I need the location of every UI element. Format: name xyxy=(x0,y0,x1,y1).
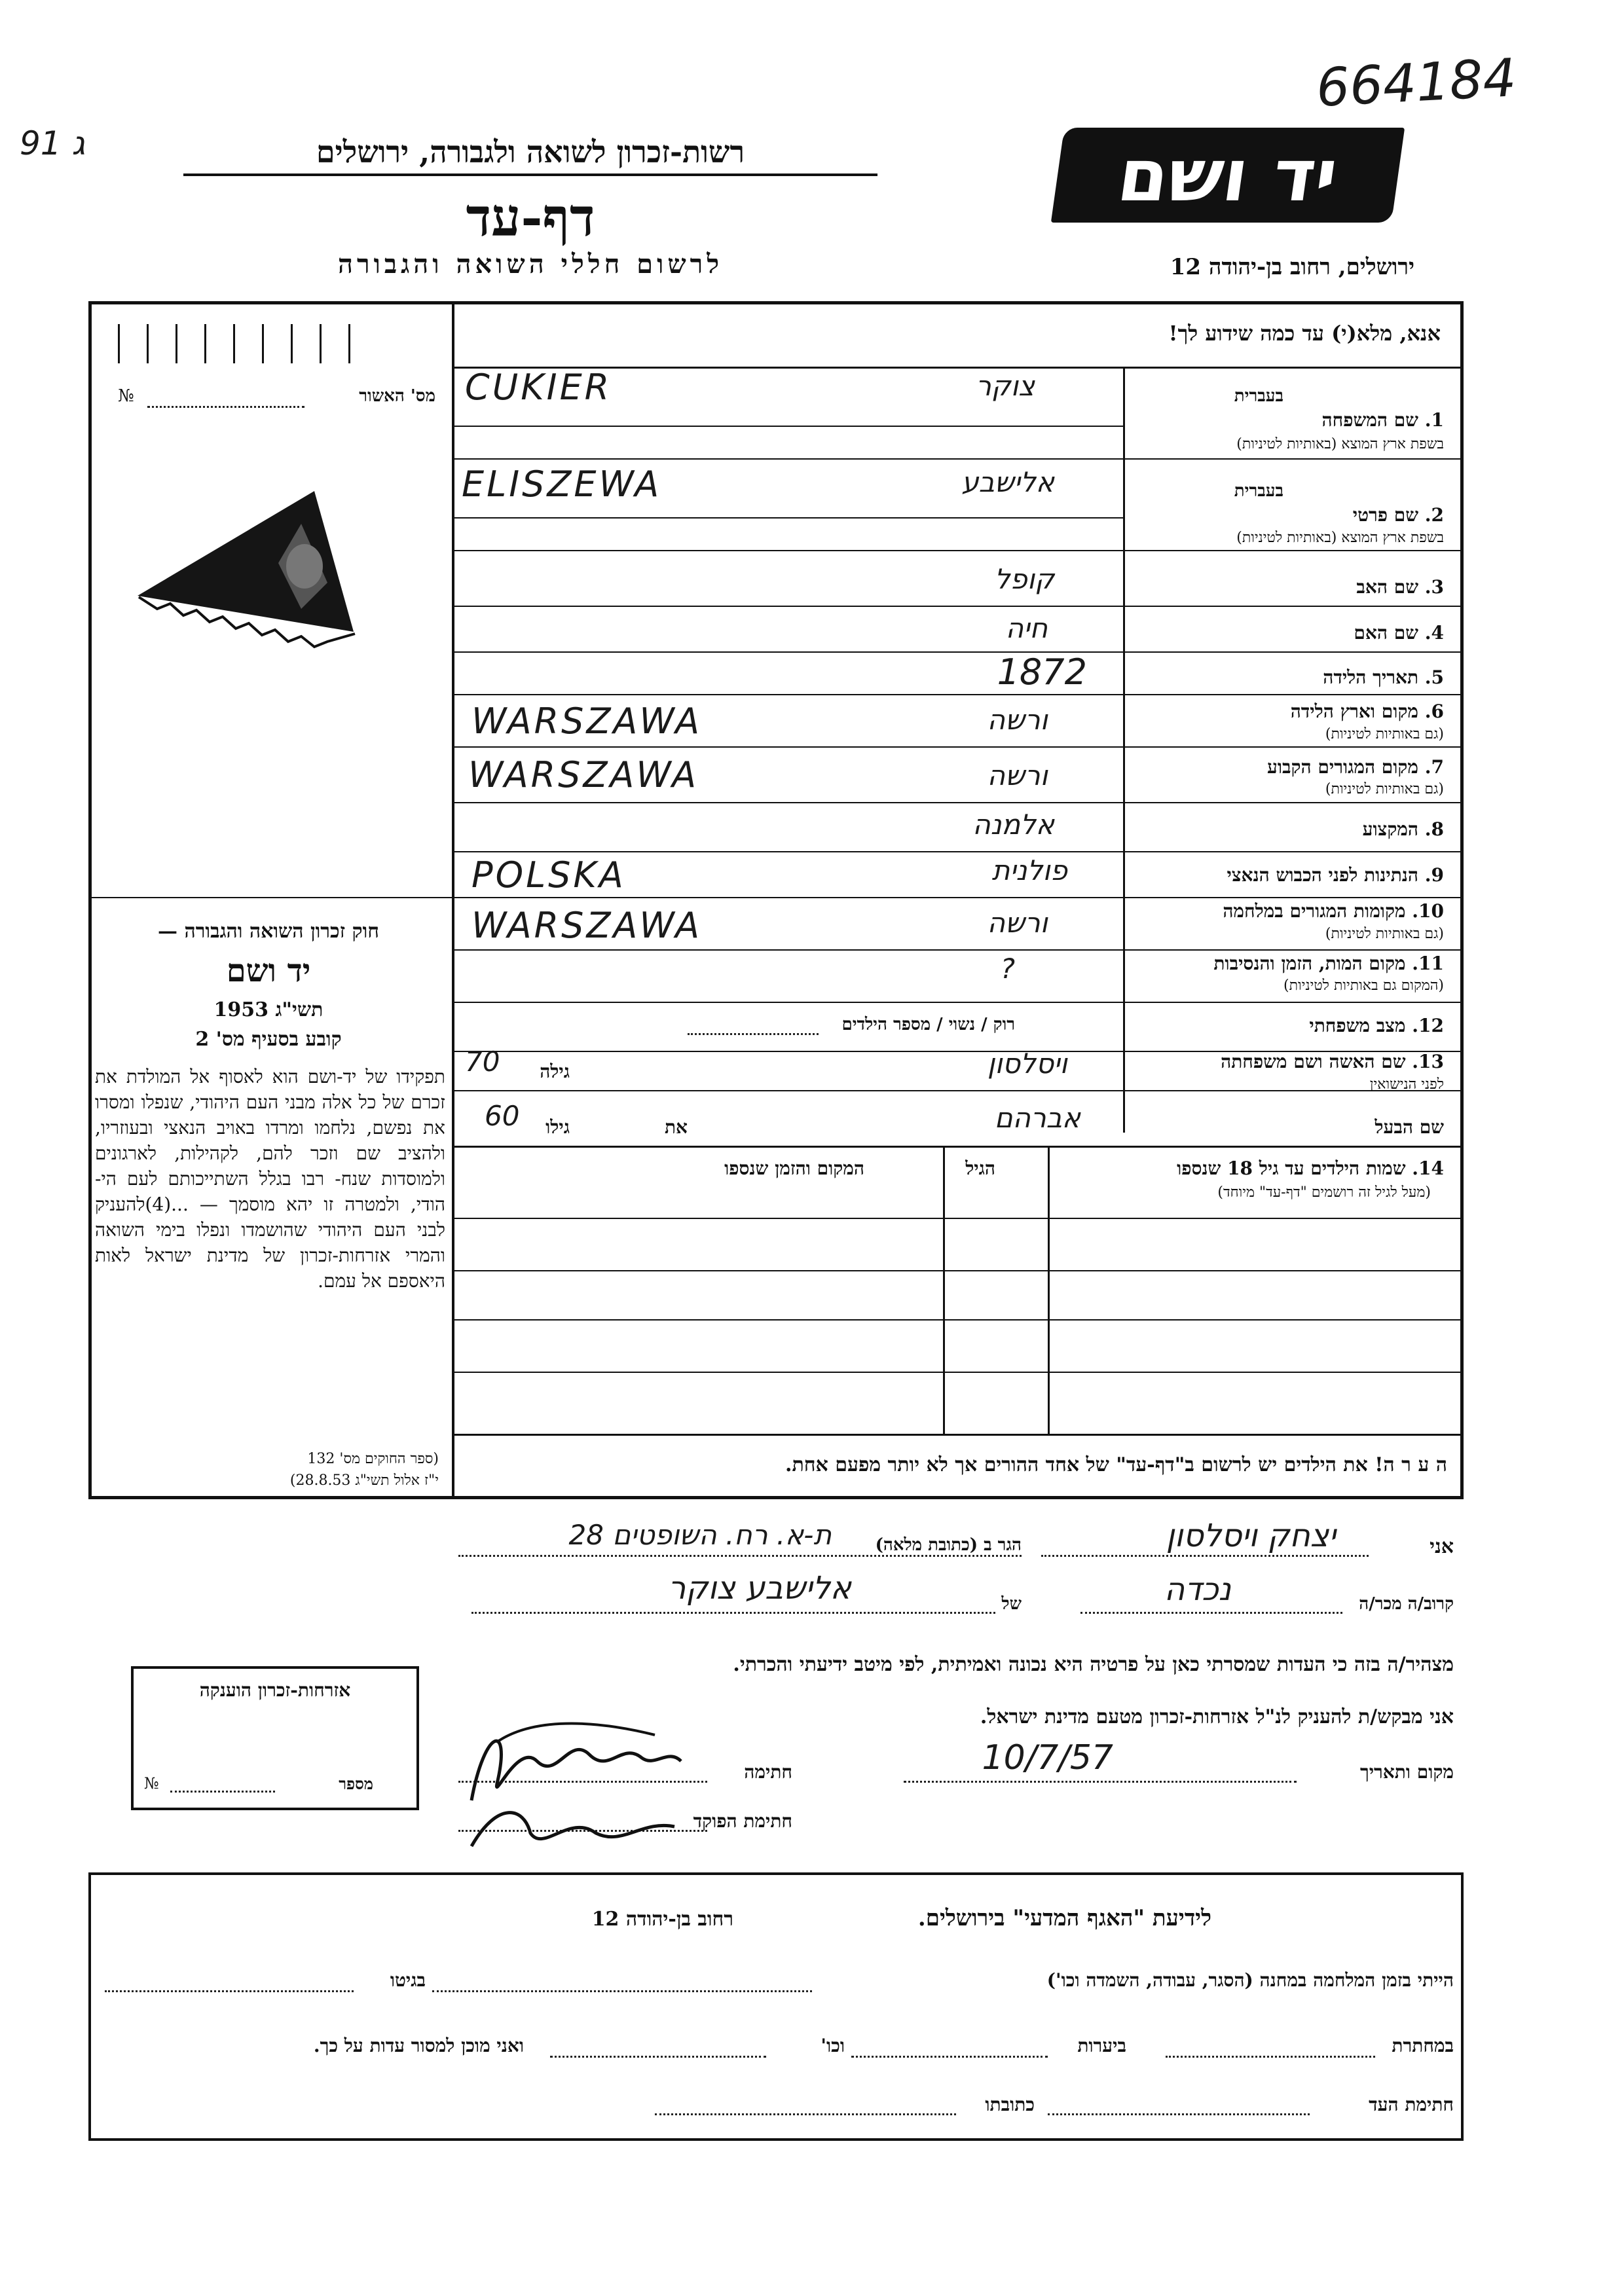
witness-name-value[interactable]: יצחק ויסלסון xyxy=(1166,1518,1336,1554)
footer-testimony-text: ואני מוכן למסור עדות על כך. xyxy=(313,2035,524,2056)
field-1-hebrew-value[interactable]: צוקר xyxy=(976,370,1035,402)
footer-witness-signature-field[interactable] xyxy=(1048,2113,1310,2115)
husband-label: שם הבעל xyxy=(1375,1116,1444,1138)
officer-signature-label: חתימת הפוקד xyxy=(693,1810,792,1832)
footer-ghetto-label: בגיטו xyxy=(390,1969,426,1991)
law-year: תשי"ג 1953 xyxy=(213,998,323,1021)
field-11-note: (המקום גם באותיות לטיניות) xyxy=(1283,977,1444,994)
husband-value[interactable]: אברהם xyxy=(994,1102,1080,1134)
footer-address-field[interactable] xyxy=(655,2113,956,2115)
field-6-label: 6. מקום וארץ הלידה xyxy=(1290,701,1444,722)
approval-number-field[interactable] xyxy=(147,406,304,408)
decl-relative-label: קרוב/ה מכר/ה xyxy=(1359,1594,1454,1614)
field-6-note: (גם באותיות לטיניות) xyxy=(1325,726,1444,742)
footer-forests-field[interactable] xyxy=(851,2056,1048,2058)
law-text: תפקידו של יד-ושם הוא לאסוף אל המולדת את זכרם של כל אלה מבני העם היהודי, שנפלו ומסרו את נפשם, נלחמו ומרדו באויב הנאצי ובעוזריו, ולהציב שם וזכר להם, לקהילות, לארגונים ולמוסדות שנח- רבו בגלל השתייכותם לעם הי- הודי, ולמטרה זו יהא מוסמך — ...(4)להעניק לבני העם היהודי שהושמדו ונפלו בימי השואה והמרי אזרחות-זכרון של מדינת ישראל לאות היאספם אל עמם. xyxy=(95,1066,445,1292)
field-3-value[interactable]: קופל xyxy=(994,563,1054,595)
decl-request: אני מבקש/ת להעניק לנ"ל אזרחות-זכרון מטעם מדינת ישראל. xyxy=(980,1705,1454,1728)
field-10-hebrew-value[interactable]: ורשה xyxy=(987,907,1048,939)
footer-witness-signature-label: חתימת העד xyxy=(1369,2094,1454,2115)
field-12-options: רוק / נשוי / מספר הילדים xyxy=(841,1015,1015,1034)
husband-at-label: את xyxy=(664,1116,688,1138)
field-6-hebrew-value[interactable]: ורשה xyxy=(987,704,1048,736)
field-1-note: בשפת ארץ המוצא (באותיות לטיניות) xyxy=(1236,436,1444,452)
field-11-value[interactable]: ? xyxy=(1000,953,1015,985)
yad-vashem-logo xyxy=(1051,128,1405,223)
field-9-label: 9. הנתינות לפני הכבוש הנאצי xyxy=(1227,864,1444,886)
field-8-label: 8. המקצוע xyxy=(1362,818,1444,840)
field-1-tag: בעברית xyxy=(1234,386,1283,406)
witness-address-value[interactable]: ת-א. רח. השופטים 28 xyxy=(568,1519,832,1551)
footer-camp-field[interactable] xyxy=(432,1990,812,1992)
victim-photo xyxy=(131,484,380,681)
husband-age-label: גילו xyxy=(545,1116,570,1138)
witness-name-line xyxy=(1041,1555,1369,1557)
children-count-field[interactable] xyxy=(688,1033,819,1035)
footer-etc-field[interactable] xyxy=(550,2056,766,2058)
field-9-hebrew-value[interactable]: פולנית xyxy=(991,854,1067,886)
footer-address-label: כתובתו xyxy=(985,2094,1035,2115)
field-7-note: (גם באותיות לטיניות) xyxy=(1325,781,1444,797)
field-10-label: 10. מקומות המגורים במלחמה xyxy=(1223,900,1444,922)
place-date-label: מקום ותאריך xyxy=(1359,1761,1454,1783)
decl-ani: אני xyxy=(1430,1535,1454,1558)
children-remark: ה ע ר ה! את הילדים יש לרשום ב"דף-עד" של אחד ההורים אך לא יותר מפעם אחת. xyxy=(785,1453,1447,1476)
footer-address: רחוב בן-יהודה 12 xyxy=(591,1908,733,1931)
footer-frame xyxy=(88,1872,1464,2141)
approval-no-label: № xyxy=(118,386,134,406)
field-13-wife-value[interactable]: ויסלסון xyxy=(987,1048,1067,1080)
corner-mark: ג 91 xyxy=(20,124,86,162)
law-source: (ספר החוקים מס' 132 xyxy=(307,1451,439,1467)
date-value[interactable]: 10/7/57 xyxy=(982,1738,1113,1777)
citizenship-number-field[interactable] xyxy=(170,1791,275,1793)
place-date-line xyxy=(904,1781,1297,1783)
relative-of-value[interactable]: אלישבע צוקר xyxy=(668,1570,851,1607)
relation-value[interactable]: נכדה xyxy=(1164,1571,1231,1608)
signature-label: חתימה xyxy=(744,1761,792,1783)
approval-label: מס' האשור xyxy=(359,386,435,406)
children-label: 14. שמות הילדים עד גיל 18 שנספו xyxy=(1177,1157,1444,1179)
field-13-note: לפני הנישואין xyxy=(1369,1076,1444,1093)
field-2-hebrew-value[interactable]: אלישבע xyxy=(961,466,1054,498)
field-2-note: בשפת ארץ המוצא (באותיות לטיניות) xyxy=(1236,530,1444,546)
field-6-latin-value[interactable]: WARSZAWA xyxy=(471,701,703,742)
field-10-note: (גם באותיות לטיניות) xyxy=(1325,926,1444,942)
officer-scribble xyxy=(458,1787,707,1859)
footer-underground-field[interactable] xyxy=(1166,2056,1375,2058)
field-8-value[interactable]: אלמנה xyxy=(972,809,1054,841)
field-11-label: 11. מקום המות, הזמן והנסיבות xyxy=(1213,953,1444,974)
field-2-label: 2. שם פרטי xyxy=(1352,504,1444,526)
field-13-age-label: גילה xyxy=(540,1061,570,1082)
decl-of-label: של xyxy=(1001,1594,1022,1614)
logo-text: יד ושם xyxy=(1113,133,1343,217)
photo-fragment xyxy=(131,484,380,681)
citizenship-number-label: מספר xyxy=(339,1774,373,1793)
law-clause: קובע בסעיף מס' 2 xyxy=(195,1028,342,1051)
footer-underground-label: במחתרת xyxy=(1392,2035,1454,2056)
children-col-place: המקום והזמן שנספו xyxy=(724,1157,864,1179)
label-column-divider xyxy=(1123,367,1125,1133)
husband-age-value[interactable]: 60 xyxy=(485,1100,520,1132)
field-4-value[interactable]: חיה xyxy=(1005,612,1048,644)
field-5-label: 5. תאריך הלידה xyxy=(1323,666,1444,688)
relation-line xyxy=(1080,1612,1342,1614)
field-7-hebrew-value[interactable]: ורשה xyxy=(987,759,1048,792)
officer-signature xyxy=(458,1787,707,1859)
footer-title: לידיעת "האגף המדעי" בירושלים. xyxy=(917,1905,1211,1931)
relative-of-line xyxy=(471,1612,995,1614)
citizenship-no-label: № xyxy=(144,1774,159,1793)
form-intro: אנא, מלא(י) עד כמה שידוע לך! xyxy=(1168,321,1441,346)
law-title: חוק זכרון השואה והגבורה — xyxy=(158,920,379,943)
page-subtitle: לרשום חללי השואה והגבורה xyxy=(337,249,724,280)
field-2-latin-value[interactable]: ELISZEWA xyxy=(462,464,662,505)
children-note: (מעל לגיל זה רושמים "דף-עד" מיוחד) xyxy=(1217,1184,1431,1201)
field-4-label: 4. שם האם xyxy=(1354,622,1444,644)
decl-statement: מצהיר/ה בזה כי העדות שמסרתי כאן על פרטיה היא נכונה ואמיתית, לפי מיטב ידיעתי והכרתי. xyxy=(733,1653,1454,1676)
field-13-label: 13. שם האשה ושם משפחתה xyxy=(1221,1051,1444,1072)
field-13-age-value[interactable]: 70 xyxy=(465,1046,500,1078)
decl-residing-label: הגר ב (כתובת מלאה) xyxy=(875,1535,1022,1555)
footer-ghetto-field[interactable] xyxy=(105,1990,354,1992)
law-name: יד ושם xyxy=(226,953,311,989)
field-1-latin-value[interactable]: CUKIER xyxy=(465,367,612,408)
footer-etc-label: וכו' xyxy=(821,2035,845,2056)
authority-title: רשות-זכרון לשואה ולגבורה, ירושלים xyxy=(183,134,877,176)
law-source-date: י"ז אלול תשי"ג 28.8.53) xyxy=(289,1472,439,1489)
field-12-label: 12. מצב משפחתי xyxy=(1309,1015,1444,1036)
field-10-latin-value[interactable]: WARSZAWA xyxy=(471,905,703,946)
field-9-latin-value[interactable]: POLSKA xyxy=(471,854,626,896)
children-col-age: הגיל xyxy=(965,1157,995,1179)
field-1-label: 1. שם המשפחה xyxy=(1321,409,1444,431)
field-5-value[interactable]: 1872 xyxy=(997,651,1087,693)
page-title: דף-עד xyxy=(466,187,595,248)
field-2-tag: בעברית xyxy=(1234,481,1283,501)
address-line xyxy=(458,1555,1022,1557)
citizenship-box-title: אזרחות-זכרון הוענקה xyxy=(199,1679,351,1701)
field-7-label: 7. מקום המגורים הקבוע xyxy=(1267,756,1444,778)
document-number: 664184 xyxy=(1314,47,1518,118)
footer-camp-label: הייתי בזמן המלחמה במחנה (הסגר, עבודה, השמדה וכו') xyxy=(1046,1969,1454,1991)
header-address: ירושלים, רחוב בן-יהודה 12 xyxy=(1170,254,1414,280)
approval-stripes xyxy=(118,324,367,363)
field-3-label: 3. שם האב xyxy=(1356,576,1444,598)
field-7-latin-value[interactable]: WARSZAWA xyxy=(468,754,699,795)
footer-forests-label: ביערות xyxy=(1077,2035,1126,2056)
